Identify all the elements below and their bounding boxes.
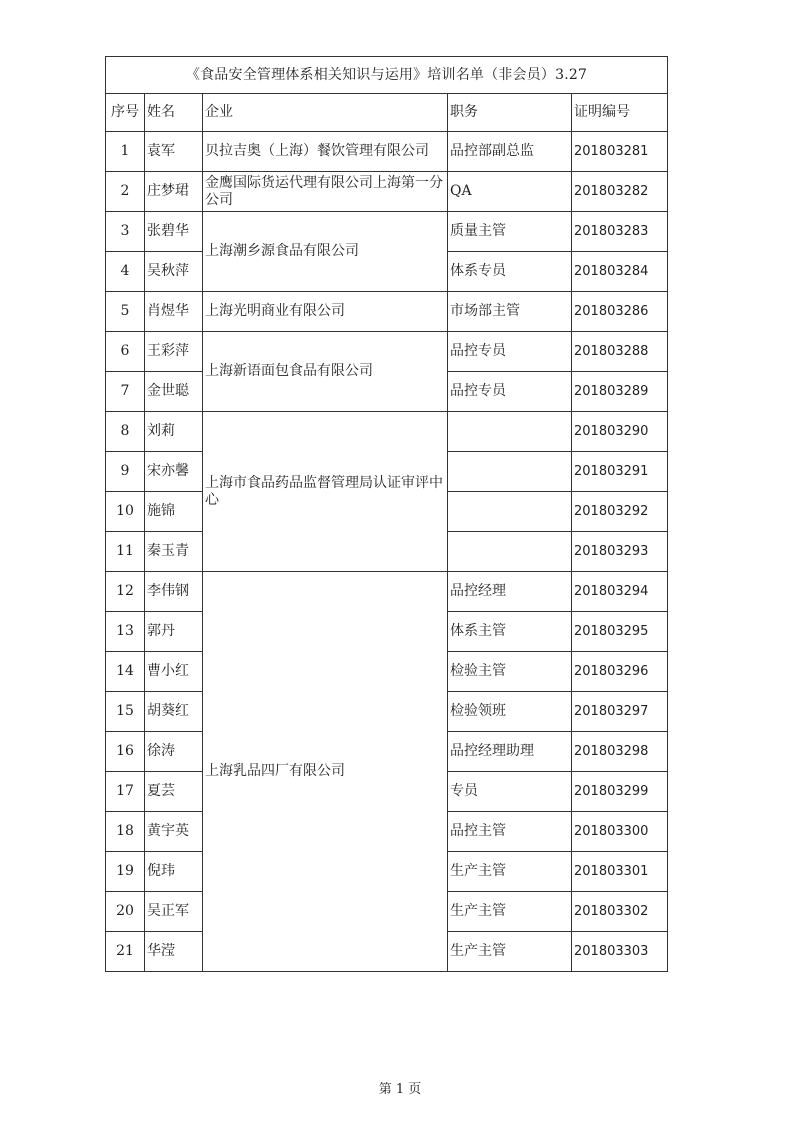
row-name: 张碧华 xyxy=(145,212,203,252)
row-name: 宋亦馨 xyxy=(145,452,203,492)
row-name: 胡葵红 xyxy=(145,692,203,732)
row-role: 品控专员 xyxy=(448,332,572,372)
header-name: 姓名 xyxy=(145,94,203,132)
row-cert: 201803298 xyxy=(572,732,668,772)
row-cert: 201803292 xyxy=(572,492,668,532)
row-seq: 17 xyxy=(106,772,145,812)
row-name: 王彩萍 xyxy=(145,332,203,372)
row-name: 吴秋萍 xyxy=(145,252,203,292)
table-row xyxy=(106,412,668,452)
row-seq: 3 xyxy=(106,212,145,252)
row-seq: 13 xyxy=(106,612,145,652)
row-role: QA xyxy=(448,172,572,212)
row-cert: 201803297 xyxy=(572,692,668,732)
row-cert: 201803302 xyxy=(572,892,668,932)
title-row xyxy=(106,57,668,94)
header-seq: 序号 xyxy=(106,94,145,132)
row-role: 体系专员 xyxy=(448,252,572,292)
row-name: 黄宇英 xyxy=(145,812,203,852)
row-seq: 8 xyxy=(106,412,145,452)
row-seq: 21 xyxy=(106,932,145,972)
row-cert: 201803284 xyxy=(572,252,668,292)
row-role: 生产主管 xyxy=(448,892,572,932)
row-role: 品控经理助理 xyxy=(448,732,572,772)
row-cert: 201803296 xyxy=(572,652,668,692)
row-role: 体系主管 xyxy=(448,612,572,652)
row-company: 上海乳品四厂有限公司 xyxy=(203,572,448,972)
row-role: 生产主管 xyxy=(448,932,572,972)
row-name: 曹小红 xyxy=(145,652,203,692)
row-cert: 201803286 xyxy=(572,292,668,332)
row-seq: 2 xyxy=(106,172,145,212)
table-row xyxy=(106,332,668,372)
row-seq: 19 xyxy=(106,852,145,892)
row-role: 专员 xyxy=(448,772,572,812)
row-seq: 18 xyxy=(106,812,145,852)
row-role: 市场部主管 xyxy=(448,292,572,332)
row-role xyxy=(448,532,572,572)
row-seq: 20 xyxy=(106,892,145,932)
row-company: 上海潮乡源食品有限公司 xyxy=(203,212,448,292)
row-cert: 201803288 xyxy=(572,332,668,372)
row-company: 上海市食品药品监督管理局认证审评中心 xyxy=(203,412,448,572)
row-name: 夏芸 xyxy=(145,772,203,812)
row-role: 品控经理 xyxy=(448,572,572,612)
row-seq: 1 xyxy=(106,132,145,172)
row-role: 品控专员 xyxy=(448,372,572,412)
table-row xyxy=(106,212,668,252)
row-seq: 12 xyxy=(106,572,145,612)
header-row xyxy=(106,94,668,132)
row-seq: 6 xyxy=(106,332,145,372)
row-name: 刘莉 xyxy=(145,412,203,452)
row-name: 华滢 xyxy=(145,932,203,972)
row-role: 检验主管 xyxy=(448,652,572,692)
row-cert: 201803295 xyxy=(572,612,668,652)
page-number: 第 1 页 xyxy=(378,1082,422,1097)
row-cert: 201803282 xyxy=(572,172,668,212)
row-cert: 201803303 xyxy=(572,932,668,972)
row-cert: 201803290 xyxy=(572,412,668,452)
table-row xyxy=(106,572,668,612)
row-name: 施锦 xyxy=(145,492,203,532)
table-row xyxy=(106,172,668,212)
row-cert: 201803283 xyxy=(572,212,668,252)
row-seq: 16 xyxy=(106,732,145,772)
row-seq: 5 xyxy=(106,292,145,332)
row-seq: 14 xyxy=(106,652,145,692)
row-name: 袁军 xyxy=(145,132,203,172)
row-cert: 201803300 xyxy=(572,812,668,852)
row-seq: 7 xyxy=(106,372,145,412)
row-role xyxy=(448,492,572,532)
row-name: 徐涛 xyxy=(145,732,203,772)
row-cert: 201803301 xyxy=(572,852,668,892)
table-row xyxy=(106,292,668,332)
row-role xyxy=(448,412,572,452)
row-seq: 15 xyxy=(106,692,145,732)
row-name: 李伟钢 xyxy=(145,572,203,612)
row-name: 金世聪 xyxy=(145,372,203,412)
row-name: 肖煜华 xyxy=(145,292,203,332)
training-roster-table xyxy=(105,56,668,972)
row-name: 倪玮 xyxy=(145,852,203,892)
row-company: 贝拉吉奥（上海）餐饮管理有限公司 xyxy=(203,132,448,172)
row-name: 吴正军 xyxy=(145,892,203,932)
header-role: 职务 xyxy=(448,94,572,132)
row-cert: 201803281 xyxy=(572,132,668,172)
row-cert: 201803289 xyxy=(572,372,668,412)
row-cert: 201803294 xyxy=(572,572,668,612)
row-company: 上海光明商业有限公司 xyxy=(203,292,448,332)
row-company: 上海新语面包食品有限公司 xyxy=(203,332,448,412)
row-cert: 201803299 xyxy=(572,772,668,812)
row-role: 品控部副总监 xyxy=(448,132,572,172)
header-company: 企业 xyxy=(203,94,448,132)
row-role xyxy=(448,452,572,492)
row-seq: 9 xyxy=(106,452,145,492)
header-cert: 证明编号 xyxy=(572,94,668,132)
row-seq: 10 xyxy=(106,492,145,532)
row-cert: 201803291 xyxy=(572,452,668,492)
table-row xyxy=(106,132,668,172)
row-role: 品控主管 xyxy=(448,812,572,852)
row-role: 生产主管 xyxy=(448,852,572,892)
row-company: 金鹰国际货运代理有限公司上海第一分公司 xyxy=(203,172,448,212)
row-name: 秦玉青 xyxy=(145,532,203,572)
row-seq: 4 xyxy=(106,252,145,292)
row-name: 郭丹 xyxy=(145,612,203,652)
row-name: 庄梦珺 xyxy=(145,172,203,212)
row-seq: 11 xyxy=(106,532,145,572)
row-role: 质量主管 xyxy=(448,212,572,252)
row-cert: 201803293 xyxy=(572,532,668,572)
table-title: 《食品安全管理体系相关知识与运用》培训名单（非会员）3.27 xyxy=(106,57,668,94)
row-role: 检验领班 xyxy=(448,692,572,732)
